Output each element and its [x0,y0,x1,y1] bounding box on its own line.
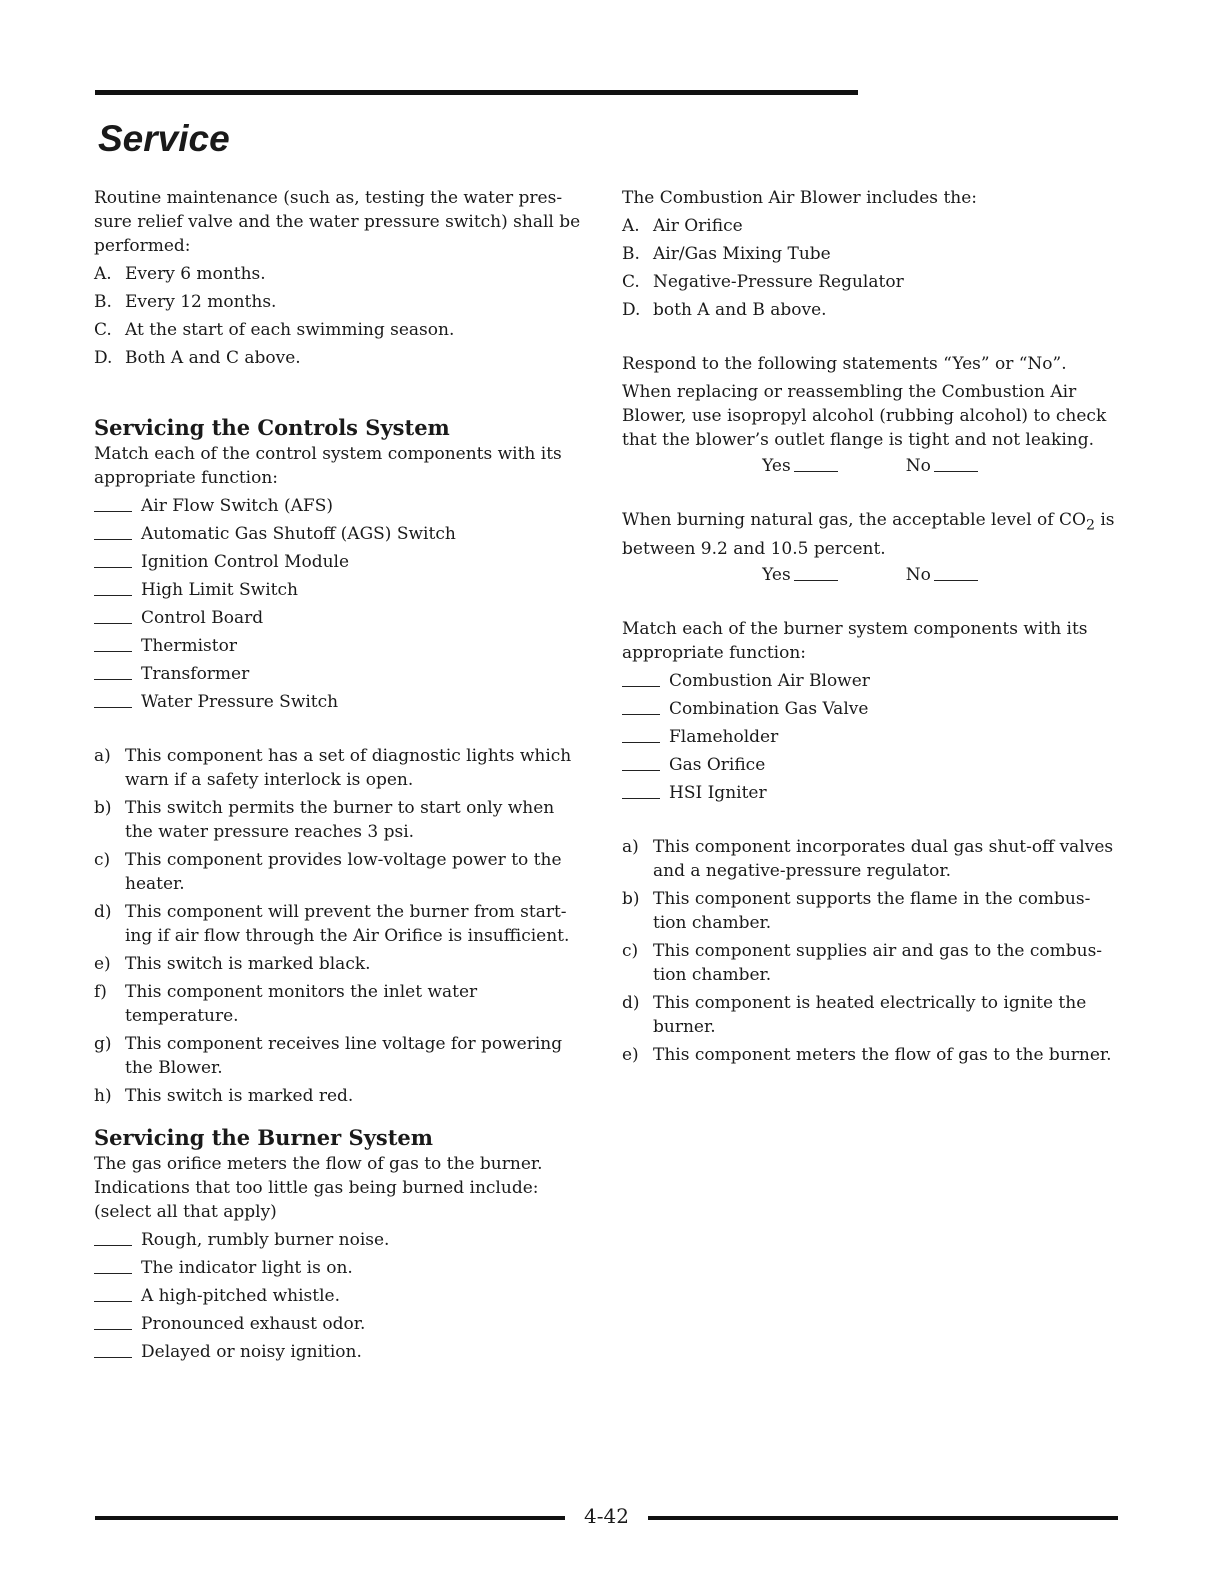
controls-component-row: Transformer [94,662,586,686]
answer-blank[interactable] [94,1340,132,1358]
answer-blank[interactable] [94,690,132,708]
header-rule [95,90,858,95]
controls-function: h) This switch is marked red. [94,1086,354,1106]
blower-option: C. Negative-Pressure Regulator [622,272,904,292]
footer-rule-left [95,1516,565,1520]
controls-function: g) This component receives line voltage for powering the Blower. [94,1034,563,1078]
burner-component-row: HSI Igniter [622,781,1118,805]
answer-blank[interactable] [94,1284,132,1302]
answer-blank[interactable] [622,725,660,743]
burner-component-row: Flameholder [622,725,1118,749]
q1-option: A. Every 6 months. [94,264,266,284]
no-blank[interactable] [934,454,978,472]
answer-blank[interactable] [622,697,660,715]
q1-option: D. Both A and C above. [94,348,301,368]
burner-function: b) This component supports the flame in the combus-tion chamber. [622,889,1091,934]
controls-function: e) This switch is marked black. [94,954,371,974]
burner-function: e) This component meters the flow of gas to the burner. [622,1045,1112,1066]
answer-blank[interactable] [94,1312,132,1330]
yes-no-answer-1 [622,454,1118,478]
right-column [622,186,1118,1067]
yes-no-statement-2: When burning natural gas, the acceptable level of $CO_2$ is between 9.2 and 10.5 percent. [622,510,1115,560]
answer-blank[interactable] [94,634,132,652]
no-label: No [905,565,931,586]
burner-indication-row: A high-pitched whistle. [94,1284,586,1308]
blower-option: A. Air Orifice [622,216,743,236]
answer-blank[interactable] [622,669,660,687]
answer-blank[interactable] [94,662,132,680]
controls-heading: Servicing the Controls System [94,415,450,440]
q1-option: B. Every 12 months. [94,292,277,312]
controls-intro: Match each of the control system components with its appropriate function: [94,444,562,488]
burner-function: a) This component incorporates dual gas shut-off valves and a negative-pressure regulator. [622,837,1114,882]
burner-component-row: Combination Gas Valve [622,697,1118,721]
blower-option: B. Air/Gas Mixing Tube [622,244,831,264]
burner-indication-row: Delayed or noisy ignition. [94,1340,586,1364]
controls-component-row: Water Pressure Switch [94,690,586,714]
burner-component-row: Gas Orifice [622,753,1118,777]
answer-blank[interactable] [622,753,660,771]
answer-blank[interactable] [94,1228,132,1246]
answer-blank[interactable] [94,1256,132,1274]
controls-function: c) This component provides low-voltage power to the heater. [94,850,562,894]
footer-rule-right [648,1516,1118,1520]
burner-component-row: Combustion Air Blower [622,669,1118,693]
page-title: Service [98,118,230,159]
yes-no-answer-2 [622,563,1118,587]
controls-function: d) This component will prevent the burner from start-ing if air flow through the Air Orifice is insufficient. [94,902,570,946]
burner-function: d) This component is heated electrically to ignite the burner. [622,993,1087,1038]
controls-component-row: Thermistor [94,634,586,658]
burner-indication-row: Pronounced exhaust odor. [94,1312,586,1336]
answer-blank[interactable] [94,578,132,596]
burner-indication-row: Rough, rumbly burner noise. [94,1228,586,1252]
burner-intro: The gas orifice meters the flow of gas to the burner. Indications that too little gas being burned include: (select all that apply) [94,1154,543,1222]
answer-blank[interactable] [94,494,132,512]
respond-intro: Respond to the following statements “Yes” or “No”. [622,354,1067,374]
controls-component-row: High Limit Switch [94,578,586,602]
blower-prompt: The Combustion Air Blower includes the: [622,188,978,208]
no-blank[interactable] [934,563,978,581]
yes-no-statement-1: When replacing or reassembling the Combustion Air Blower, use isopropyl alcohol (rubbing alcohol) to check that the blower’s outlet flange is tight and not leaking. [622,382,1107,450]
yes-label: Yes [762,456,791,476]
no-label: No [905,456,931,476]
controls-function: f) This component monitors the inlet water temperature. [94,982,478,1026]
burner-function: c) This component supplies air and gas to the combus-tion chamber. [622,941,1103,986]
burner-heading: Servicing the Burner System [94,1125,433,1150]
answer-blank[interactable] [94,606,132,624]
controls-component-row: Air Flow Switch (AFS) [94,494,586,518]
controls-function: a) This component has a set of diagnostic lights which warn if a safety interlock is open. [94,746,572,790]
controls-component-row: Control Board [94,606,586,630]
answer-blank[interactable] [94,550,132,568]
burner-match-intro: Match each of the burner system components with its appropriate function: [622,619,1088,664]
controls-function: b) This switch permits the burner to start only when the water pressure reaches 3 psi. [94,798,555,842]
q1-option: C. At the start of each swimming season. [94,320,455,340]
controls-component-row: Ignition Control Module [94,550,586,574]
controls-component-row: Automatic Gas Shutoff (AGS) Switch [94,522,586,546]
left-column [94,186,586,1364]
blower-option: D. both A and B above. [622,300,827,320]
page-number: 4-42 [584,1504,629,1528]
burner-indication-row: The indicator light is on. [94,1256,586,1280]
answer-blank[interactable] [94,522,132,540]
answer-blank[interactable] [622,781,660,799]
yes-label: Yes [762,565,791,586]
q1-prompt: Routine maintenance (such as, testing the water pres-sure relief valve and the water pressure switch) shall be performed: [94,188,581,256]
yes-blank[interactable] [794,563,838,581]
yes-blank[interactable] [794,454,838,472]
